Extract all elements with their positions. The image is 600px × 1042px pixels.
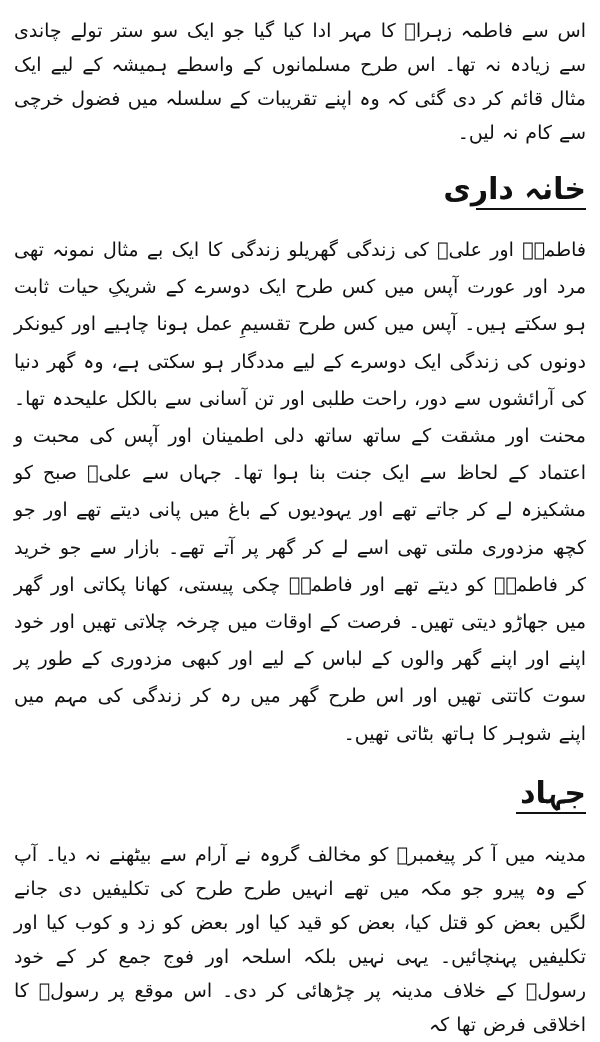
section-heading: خانہ داری	[443, 172, 586, 207]
section-heading-block	[516, 772, 586, 814]
section-paragraph: فاطمہؑ اور علیؑ کی زندگی گھریلو زندگی کا ایک بے مثال نمونہ تھی مرد اور عورت آپس میں کس طرح ایک دوسرے کے شریکِ حیات ثابت ہو سکتے ہیں۔ آپس میں کس طرح تقسیمِ عمل ہونا چاہیے اور کیونکر دونوں کی زندگی ایک دوسرے کے لیے مددگار ہو سکتی ہے، وہ گھر دنیا کی آرائشوں سے دور، راحت طلبی اور تن آسانی سے بالکل علیحدہ تھا۔ محنت اور مشقت کے ساتھ ساتھ دلی اطمینان اور آپس کی محبت و اعتماد کے لحاظ سے ایک جنت بنا ہوا تھا۔ جہاں سے علیؑ صبح کو مشکیزہ لے کر جاتے تھے اور یہودیوں کے باغ میں پانی دیتے تھے اور جو کچھ مزدوری ملتی تھی اسے لے کر گھر پر آتے تھے۔ بازار سے جو خرید کر فاطمہؑ کو دیتے تھے اور فاطمہؑ چکی پیستی، کھانا پکاتی اور گھر میں جھاڑو دیتی تھیں۔ فرصت کے اوقات میں چرخہ چلاتی تھیں اور خود اپنے اور اپنے گھر والوں کے لباس کے لیے اور کبھی مزدوری کے طور پر سوت کاتتی تھیں اور اس طرح گھر میں رہ کر زندگی کی مہم میں اپنے شوہر کا ہاتھ بٹاتی تھیں۔	[14, 239, 586, 745]
section-paragraph: مدینہ میں آ کر پیغمبرؐ کو مخالف گروہ نے آرام سے بیٹھنے نہ دیا۔ آپ کے وہ پیرو جو مکہ میں تھے انہیں طرح طرح کی تکلیفیں دی جانے لگیں بعض کو قتل کیا، بعض کو قید کیا اور بعض کو زد و کوب کیا اور تکلیفیں پہنچائیں۔ یہی نہیں بلکہ اسلحہ اور فوج جمع کر کے خود رسولؐ کے خلاف مدینہ پر چڑھائی کر دی۔ اس موقع پر رسولؐ کا اخلاقی فرض تھا کہ	[14, 844, 586, 1036]
intro-paragraph: اس سے فاطمہ زہراؑ کا مہر ادا کیا گیا جو ایک سو ستر تولے چاندی سے زیادہ نہ تھا۔ اس طرح مسلمانوں کے واسطے ہمیشہ کے لیے ایک مثال قائم کر دی گئی کہ وہ اپنے تقریبات کے سلسلہ میں فضول خرچی سے کام نہ لیں۔	[14, 20, 586, 144]
section-heading-block	[443, 168, 586, 210]
section-heading: جہاد	[520, 776, 586, 811]
